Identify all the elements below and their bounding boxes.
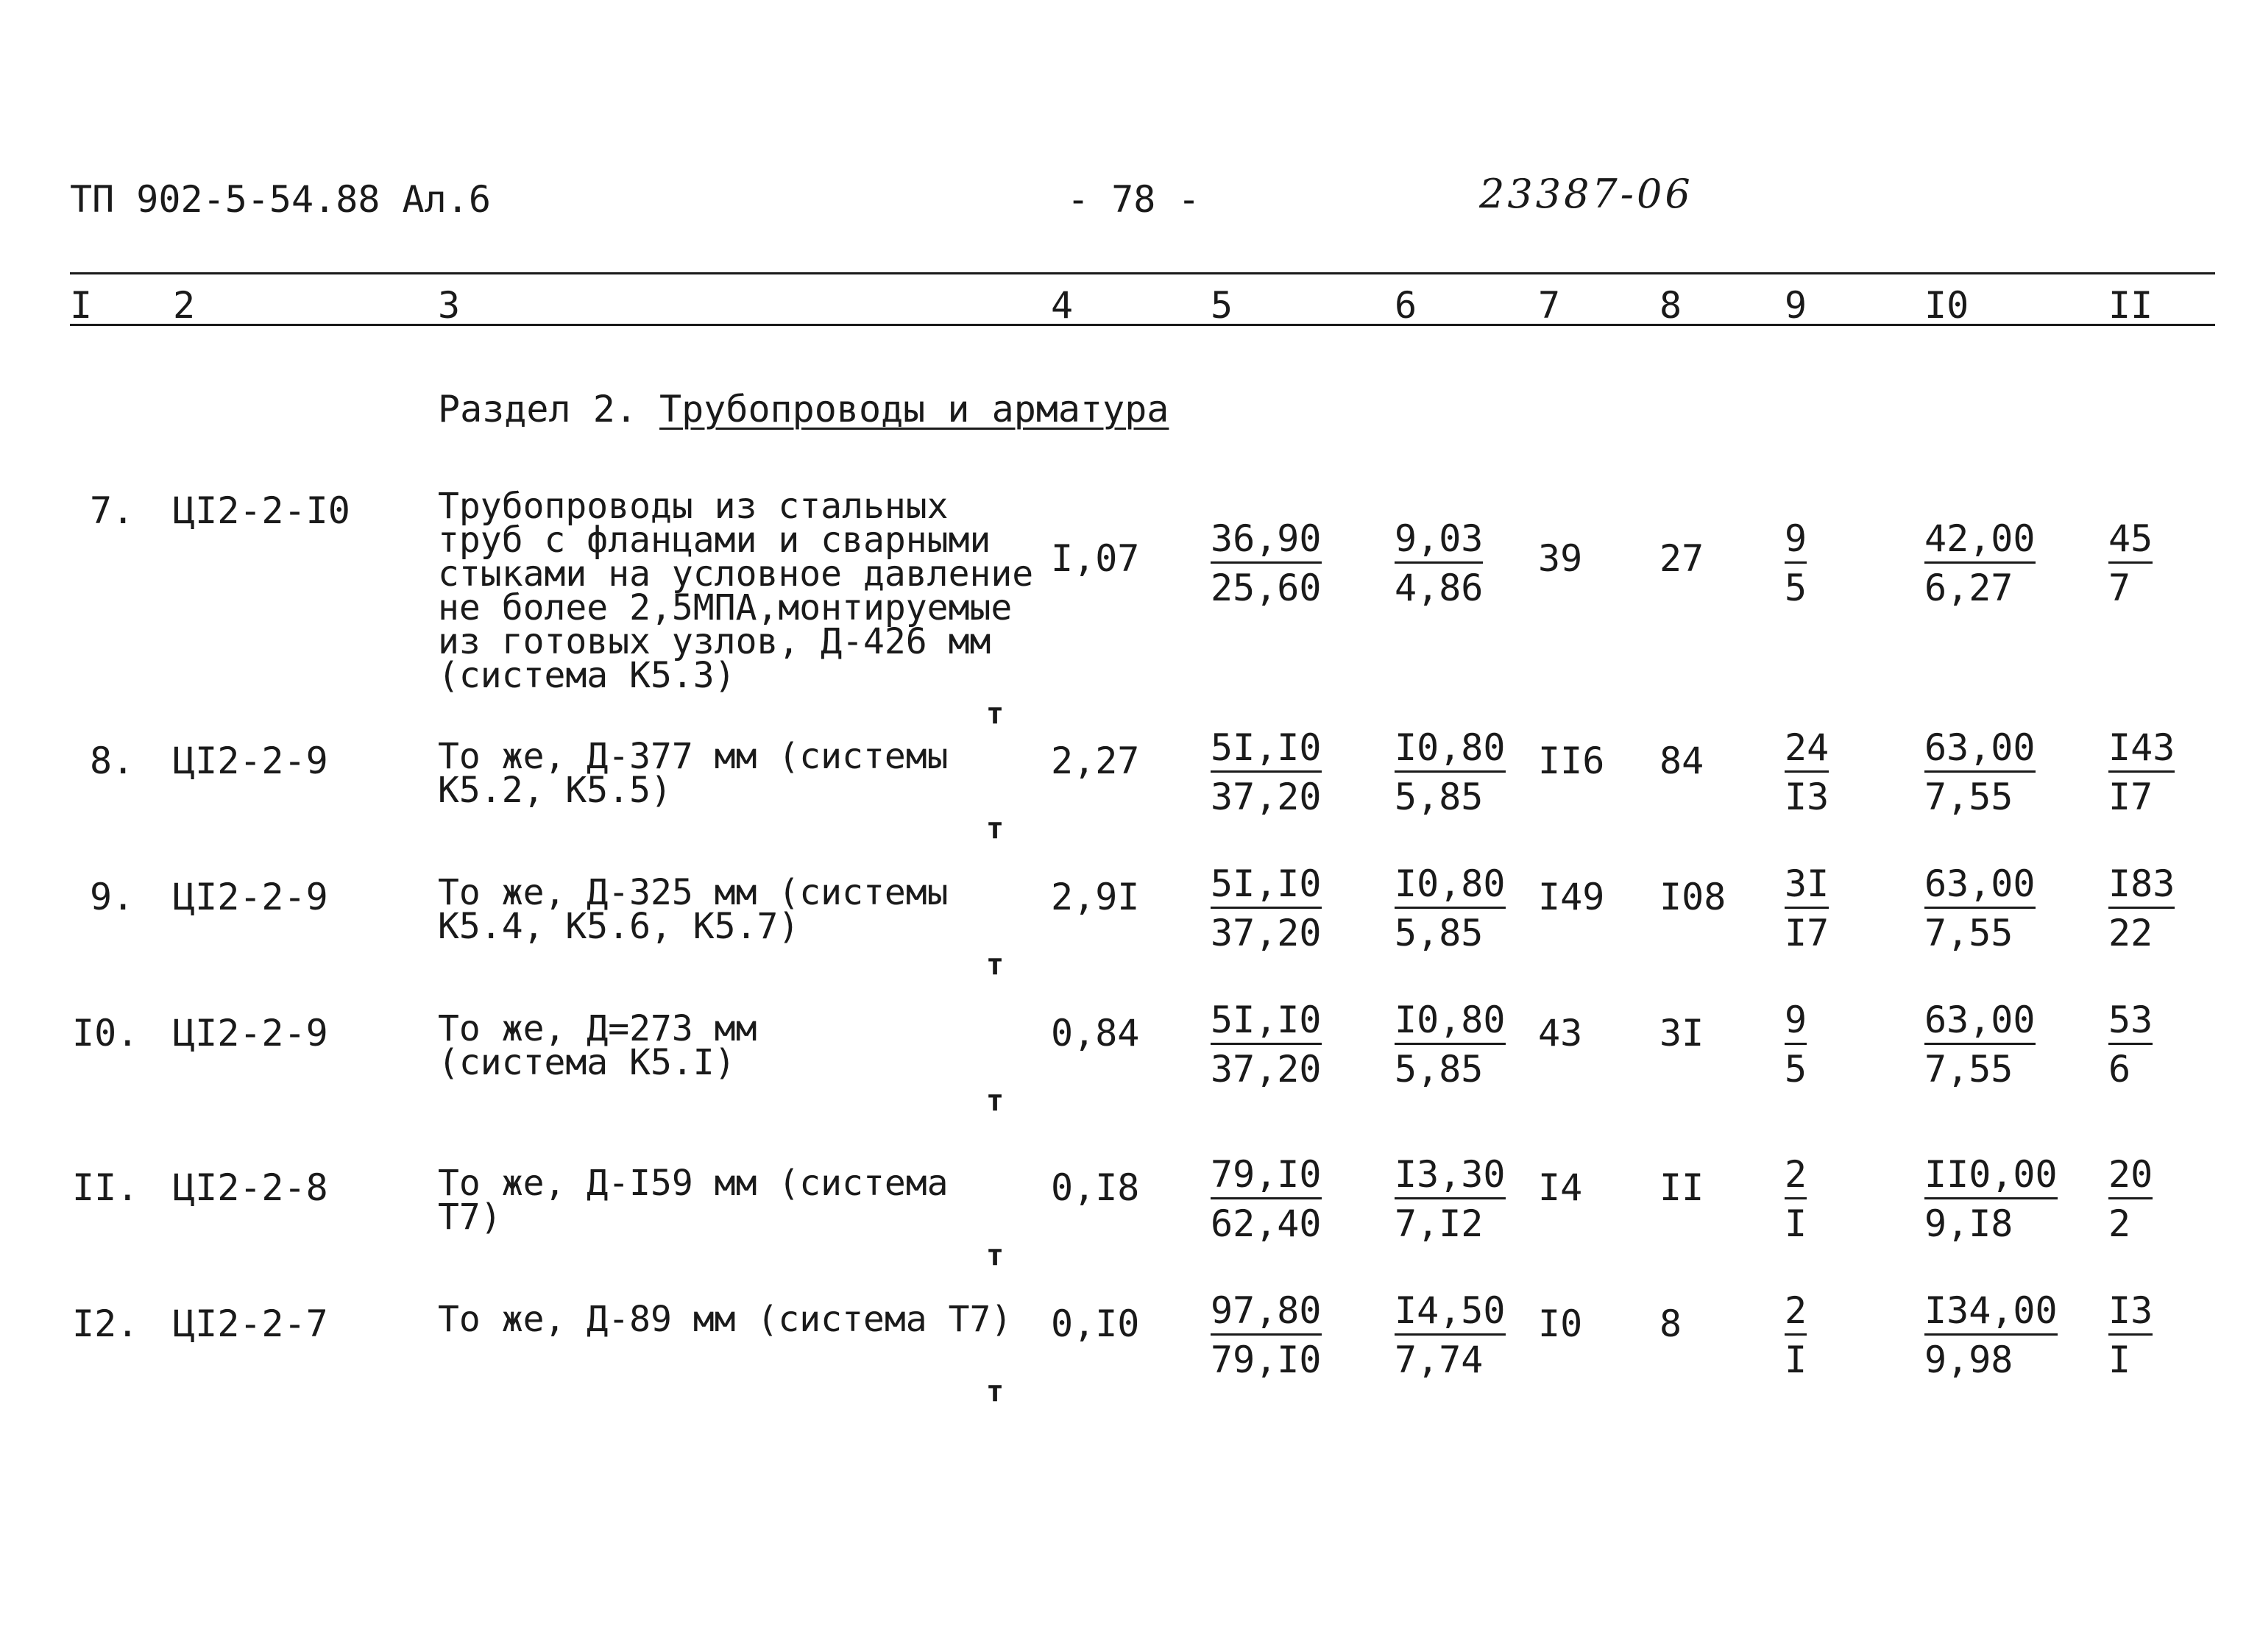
column-number: 2 (173, 284, 196, 327)
col9-value-numerator: 24 (1785, 726, 1829, 773)
rate-code: ЦI2-2-9 (173, 1012, 328, 1054)
col11-value-numerator: 20 (2108, 1153, 2153, 1199)
col5-price-numerator: 5I,I0 (1211, 726, 1322, 773)
col9-value-numerator: 3I (1785, 862, 1829, 909)
column-number: 5 (1211, 284, 1233, 327)
col11-value-numerator: 53 (2108, 999, 2153, 1045)
col5-price-numerator: 5I,I0 (1211, 999, 1322, 1045)
header-bottom-rule (70, 324, 2215, 326)
col9-value-denominator: I (1785, 1202, 1807, 1245)
col5-price (1211, 517, 1322, 612)
col11-value (2108, 862, 2175, 957)
col6-price (1395, 862, 1506, 957)
col7-value: I4 (1538, 1166, 1583, 1209)
col8-value: 84 (1659, 740, 1704, 782)
col5-price (1211, 726, 1322, 821)
col7-value: I0 (1538, 1302, 1583, 1345)
row-number: 8. (90, 740, 135, 782)
col11-value (2108, 726, 2175, 821)
column-number: 4 (1051, 284, 1074, 327)
work-description: То же, Д=273 мм (система К5.I) (438, 1008, 757, 1083)
col9-value-numerator: 9 (1785, 517, 1807, 564)
col6-price-numerator: I3,30 (1395, 1153, 1506, 1199)
rate-code: ЦI2-2-9 (173, 740, 328, 782)
col7-value: 39 (1538, 537, 1583, 580)
col5-price-numerator: 79,I0 (1211, 1153, 1322, 1199)
col9-value-denominator: I (1785, 1339, 1807, 1381)
column-number: 8 (1659, 284, 1682, 327)
rate-code: ЦI2-2-9 (173, 876, 328, 918)
document-code: ТП 902-5-54.88 Ал.6 (70, 178, 491, 221)
quantity: 0,84 (1051, 1012, 1140, 1054)
col11-value-denominator: 7 (2108, 567, 2131, 609)
col9-value (1785, 1153, 1807, 1248)
col5-price-denominator: 37,20 (1211, 776, 1322, 818)
col9-value-denominator: 5 (1785, 1048, 1807, 1091)
col5-price-denominator: 25,60 (1211, 567, 1322, 609)
col10-value-denominator: 7,55 (1924, 912, 2013, 954)
col9-value (1785, 862, 1829, 957)
unit-of-measure: т (986, 1238, 1005, 1272)
row-number: 7. (90, 489, 135, 532)
work-description: Трубопроводы из стальных труб с фланцами и сварными стыками на условное давление не более 2,5МПА,монтируемые из готовых узлов, Д-426 мм (система К5.3) (438, 486, 1034, 696)
work-description: То же, Д-89 мм (система Т7) (438, 1299, 1013, 1340)
quantity: I,07 (1051, 537, 1140, 580)
col5-price-numerator: 97,80 (1211, 1289, 1322, 1336)
col6-price-denominator: 5,85 (1395, 1048, 1484, 1091)
col6-price-numerator: I0,80 (1395, 862, 1506, 909)
col6-price (1395, 726, 1506, 821)
col10-value-numerator: I34,00 (1924, 1289, 2058, 1336)
column-number: II (2108, 284, 2153, 327)
col9-value-denominator: I7 (1785, 912, 1829, 954)
col11-value-numerator: I83 (2108, 862, 2175, 909)
col10-value (1924, 726, 2036, 821)
col10-value (1924, 862, 2036, 957)
quantity: 0,I0 (1051, 1302, 1140, 1345)
col10-value (1924, 999, 2036, 1093)
rate-code: ЦI2-2-7 (173, 1302, 328, 1345)
col6-price (1395, 1153, 1506, 1248)
col5-price-numerator: 36,90 (1211, 517, 1322, 564)
col6-price-numerator: 9,03 (1395, 517, 1483, 564)
col7-value: I49 (1538, 876, 1605, 918)
col10-value-numerator: 63,00 (1924, 999, 2036, 1045)
work-description: То же, Д-325 мм (системы К5.4, К5.6, К5.7) (438, 872, 949, 947)
col5-price (1211, 999, 1322, 1093)
col8-value: 3I (1659, 1012, 1704, 1054)
col10-value-numerator: II0,00 (1924, 1153, 2058, 1199)
col5-price-numerator: 5I,I0 (1211, 862, 1322, 909)
unit-of-measure: т (986, 812, 1005, 846)
col10-value-denominator: 9,98 (1924, 1339, 2013, 1381)
quantity: 2,27 (1051, 740, 1140, 782)
work-description: То же, Д-I59 мм (система Т7) (438, 1163, 949, 1238)
col8-value: II (1659, 1166, 1704, 1209)
col5-price-denominator: 79,I0 (1211, 1339, 1322, 1381)
col11-value-numerator: I3 (2108, 1289, 2153, 1336)
col9-value (1785, 517, 1807, 612)
col6-price-numerator: I0,80 (1395, 999, 1506, 1045)
column-number: I (70, 284, 93, 327)
section-title: Трубопроводы и арматура (659, 388, 1169, 430)
col10-value-denominator: 7,55 (1924, 1048, 2013, 1091)
col11-value-denominator: 22 (2108, 912, 2153, 954)
col6-price (1395, 517, 1483, 612)
handwritten-number: 23387-06 (1479, 171, 1693, 217)
col9-value-numerator: 9 (1785, 999, 1807, 1045)
col11-value-numerator: 45 (2108, 517, 2153, 564)
col11-value (2108, 1153, 2153, 1248)
col8-value: 8 (1659, 1302, 1682, 1345)
col11-value (2108, 517, 2153, 612)
col8-value: 27 (1659, 537, 1704, 580)
col9-value-numerator: 2 (1785, 1289, 1807, 1336)
col7-value: 43 (1538, 1012, 1583, 1054)
rate-code: ЦI2-2-I0 (173, 489, 350, 532)
col9-value-denominator: 5 (1785, 567, 1807, 609)
row-number: II. (72, 1166, 139, 1209)
col6-price (1395, 1289, 1506, 1384)
col10-value (1924, 517, 2036, 612)
quantity: 0,I8 (1051, 1166, 1140, 1209)
col6-price-denominator: 5,85 (1395, 912, 1484, 954)
column-number: I0 (1924, 284, 1969, 327)
col5-price-denominator: 37,20 (1211, 912, 1322, 954)
unit-of-measure: т (986, 697, 1005, 731)
column-number: 9 (1785, 284, 1807, 327)
col10-value-denominator: 7,55 (1924, 776, 2013, 818)
col8-value: I08 (1659, 876, 1726, 918)
col5-price-denominator: 37,20 (1211, 1048, 1322, 1091)
quantity: 2,9I (1051, 876, 1140, 918)
col5-price (1211, 1153, 1322, 1248)
col9-value (1785, 999, 1807, 1093)
work-description: То же, Д-377 мм (системы К5.2, К5.5) (438, 736, 949, 811)
col6-price-denominator: 7,74 (1395, 1339, 1484, 1381)
col11-value-numerator: I43 (2108, 726, 2175, 773)
col5-price (1211, 862, 1322, 957)
col6-price-denominator: 4,86 (1395, 567, 1484, 609)
col9-value (1785, 726, 1829, 821)
col10-value-numerator: 42,00 (1924, 517, 2036, 564)
col10-value-numerator: 63,00 (1924, 726, 2036, 773)
col6-price-denominator: 7,I2 (1395, 1202, 1484, 1245)
col11-value-denominator: 6 (2108, 1048, 2131, 1091)
col10-value-numerator: 63,00 (1924, 862, 2036, 909)
col10-value-denominator: 9,I8 (1924, 1202, 2013, 1245)
section-prefix: Раздел 2. (438, 388, 637, 430)
col5-price-denominator: 62,40 (1211, 1202, 1322, 1245)
unit-of-measure: т (986, 948, 1005, 982)
row-number: I0. (72, 1012, 139, 1054)
column-number: 6 (1395, 284, 1417, 327)
col5-price (1211, 1289, 1322, 1384)
unit-of-measure: т (986, 1084, 1005, 1118)
col11-value (2108, 999, 2153, 1093)
col11-value-denominator: I (2108, 1339, 2131, 1381)
row-number: 9. (90, 876, 135, 918)
col9-value (1785, 1289, 1807, 1384)
page-number: - 78 - (1067, 178, 1200, 221)
col6-price-numerator: I4,50 (1395, 1289, 1506, 1336)
col11-value-denominator: I7 (2108, 776, 2153, 818)
col6-price-denominator: 5,85 (1395, 776, 1484, 818)
col9-value-numerator: 2 (1785, 1153, 1807, 1199)
col10-value-denominator: 6,27 (1924, 567, 2013, 609)
column-number: 7 (1538, 284, 1561, 327)
row-number: I2. (72, 1302, 139, 1345)
col10-value (1924, 1289, 2058, 1384)
rate-code: ЦI2-2-8 (173, 1166, 328, 1209)
col11-value-denominator: 2 (2108, 1202, 2131, 1245)
col7-value: II6 (1538, 740, 1605, 782)
unit-of-measure: т (986, 1375, 1005, 1408)
column-number: 3 (438, 284, 461, 327)
col6-price (1395, 999, 1506, 1093)
col6-price-numerator: I0,80 (1395, 726, 1506, 773)
col11-value (2108, 1289, 2153, 1384)
header-top-rule (70, 272, 2215, 274)
col10-value (1924, 1153, 2058, 1248)
col9-value-denominator: I3 (1785, 776, 1829, 818)
section-heading (438, 388, 1169, 430)
